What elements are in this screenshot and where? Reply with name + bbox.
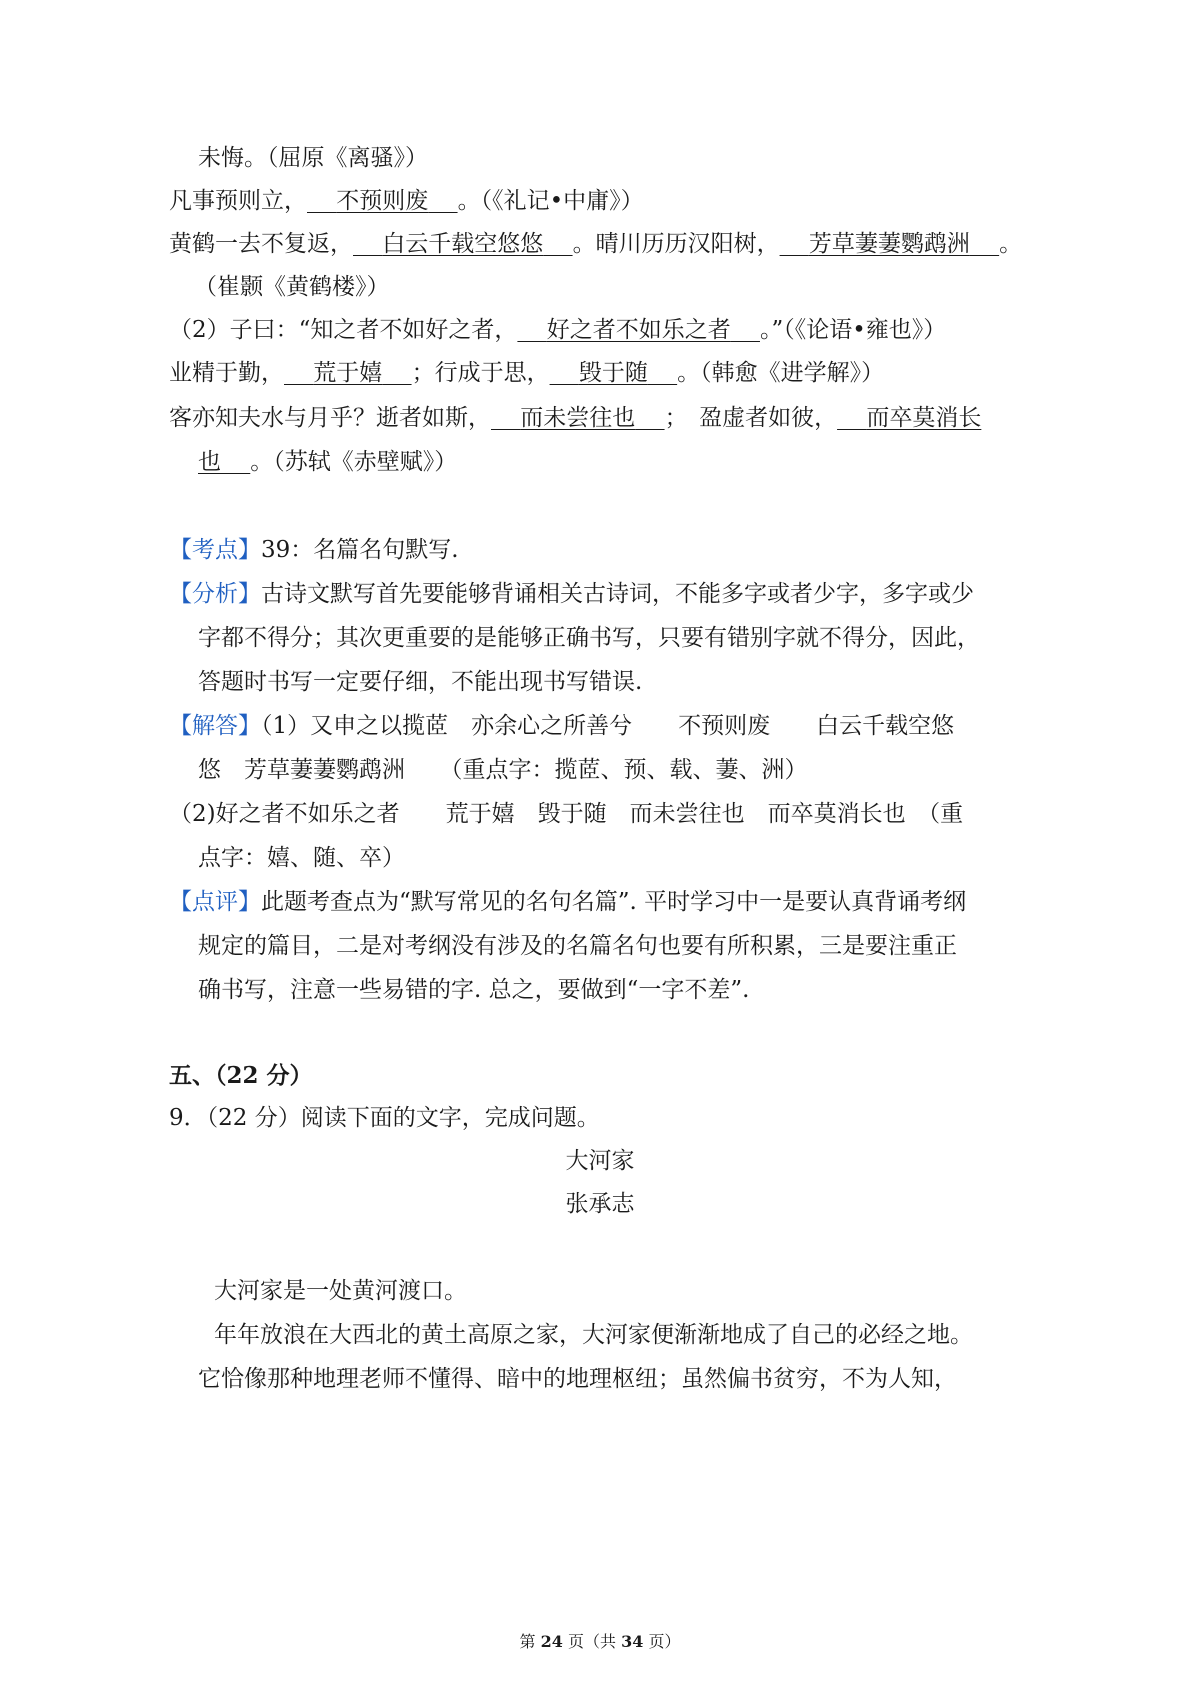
poem-line-5: （2）子曰：“知之者不如好之者， 好之者不如乐之者 。”（《论语•雍也》） bbox=[169, 317, 947, 343]
jieda-line-3: （2)好之者不如乐之者 荒于嬉 毁于随 而未尝往也 而卒莫消长也 （重 bbox=[169, 801, 964, 827]
poem-line-2: 凡事预则立， 不预则废 。（《礼记•中庸》） bbox=[169, 188, 644, 214]
fenxi-line-2: 字都不得分；其次更重要的是能够正确书写，只要有错别字就不得分，因此， bbox=[198, 625, 980, 651]
dianping-row: 【点评】此题考查点为“默写常见的名句名篇”. 平时学习中一是要认真背诵考纲 bbox=[169, 889, 967, 915]
jieda-line-4: 点字：嬉、随、卒） bbox=[198, 845, 405, 871]
poem-line-1: 未悔。（屈原《离骚》） bbox=[198, 145, 428, 171]
dianping-line-3: 确书写，注意一些易错的字. 总之，要做到“一字不差”. bbox=[198, 977, 750, 1003]
answer-blank: 不预则废 bbox=[336, 188, 429, 214]
fenxi-line-3: 答题时书写一定要仔细，不能出现书写错误. bbox=[198, 669, 643, 695]
poem-line-7: 客亦知夫水与月乎？逝者如斯， 而未尝往也 ； 盈虚者如彼， 而卒莫消长 bbox=[169, 405, 982, 431]
kaodian-row: 【考点】39：名篇名句默写. bbox=[169, 537, 459, 563]
jieda-line-2: 悠 芳草萋萋鹦鹉洲 （重点字：揽茝、预、载、萋、洲） bbox=[198, 757, 808, 783]
kaodian-tag: 【考点】 bbox=[169, 537, 261, 563]
article-paragraph-2: 年年放浪在大西北的黄土高原之家，大河家便渐渐地成了自己的必经之地。 bbox=[214, 1322, 973, 1348]
section-heading: 五、（22 分） bbox=[169, 1062, 313, 1089]
jieda-row: 【解答】（1）又申之以揽茝 亦余心之所善兮 不预则废 白云千载空悠 bbox=[169, 713, 955, 739]
answer-blank: 而未尝往也 bbox=[520, 405, 636, 431]
article-author: 张承志 bbox=[565, 1191, 635, 1217]
answer-blank: 毁于随 bbox=[578, 360, 648, 386]
answer-blank: 荒于嬉 bbox=[313, 360, 383, 386]
jieda-tag: 【解答】 bbox=[169, 713, 261, 739]
fenxi-row: 【分析】古诗文默写首先要能够背诵相关古诗词，不能多字或者少字，多字或少 bbox=[169, 581, 974, 607]
answer-blank: 也 bbox=[198, 449, 221, 475]
answer-blank: 好之者不如乐之者 bbox=[546, 317, 731, 343]
poem-line-4: （崔颢《黄鹤楼》） bbox=[194, 274, 390, 300]
article-paragraph-2-cont: 它恰像那种地理老师不懂得、暗中的地理枢纽；虽然偏书贫穷，不为人知， bbox=[198, 1366, 957, 1392]
current-page-number: 24 bbox=[540, 1632, 563, 1651]
dianping-line-2: 规定的篇目，二是对考纲没有涉及的名篇名句也要有所积累，三是要注重正 bbox=[198, 933, 957, 959]
fenxi-tag: 【分析】 bbox=[169, 581, 261, 607]
answer-blank: 白云千载空悠悠 bbox=[382, 231, 544, 257]
poem-line-6: 业精于勤， 荒于嬉 ；行成于思， 毁于随 。（韩愈《进学解》） bbox=[169, 360, 885, 386]
poem-line-8: 也 。（苏轼《赤壁赋》） bbox=[198, 449, 458, 475]
answer-blank: 而卒莫消长 bbox=[866, 405, 982, 431]
question-9: 9．（22 分）阅读下面的文字，完成问题。 bbox=[169, 1105, 600, 1131]
page-footer: 第 24 页（共 34 页） bbox=[519, 1632, 681, 1651]
article-paragraph-1: 大河家是一处黄河渡口。 bbox=[214, 1278, 467, 1304]
article-title: 大河家 bbox=[565, 1148, 635, 1174]
poem-line-3: 黄鹤一去不复返， 白云千载空悠悠 。晴川历历汉阳树， 芳草萋萋鹦鹉洲 。 bbox=[169, 231, 1023, 257]
total-page-number: 34 bbox=[621, 1632, 644, 1651]
answer-blank: 芳草萋萋鹦鹉洲 bbox=[808, 231, 970, 257]
dianping-tag: 【点评】 bbox=[169, 889, 261, 915]
